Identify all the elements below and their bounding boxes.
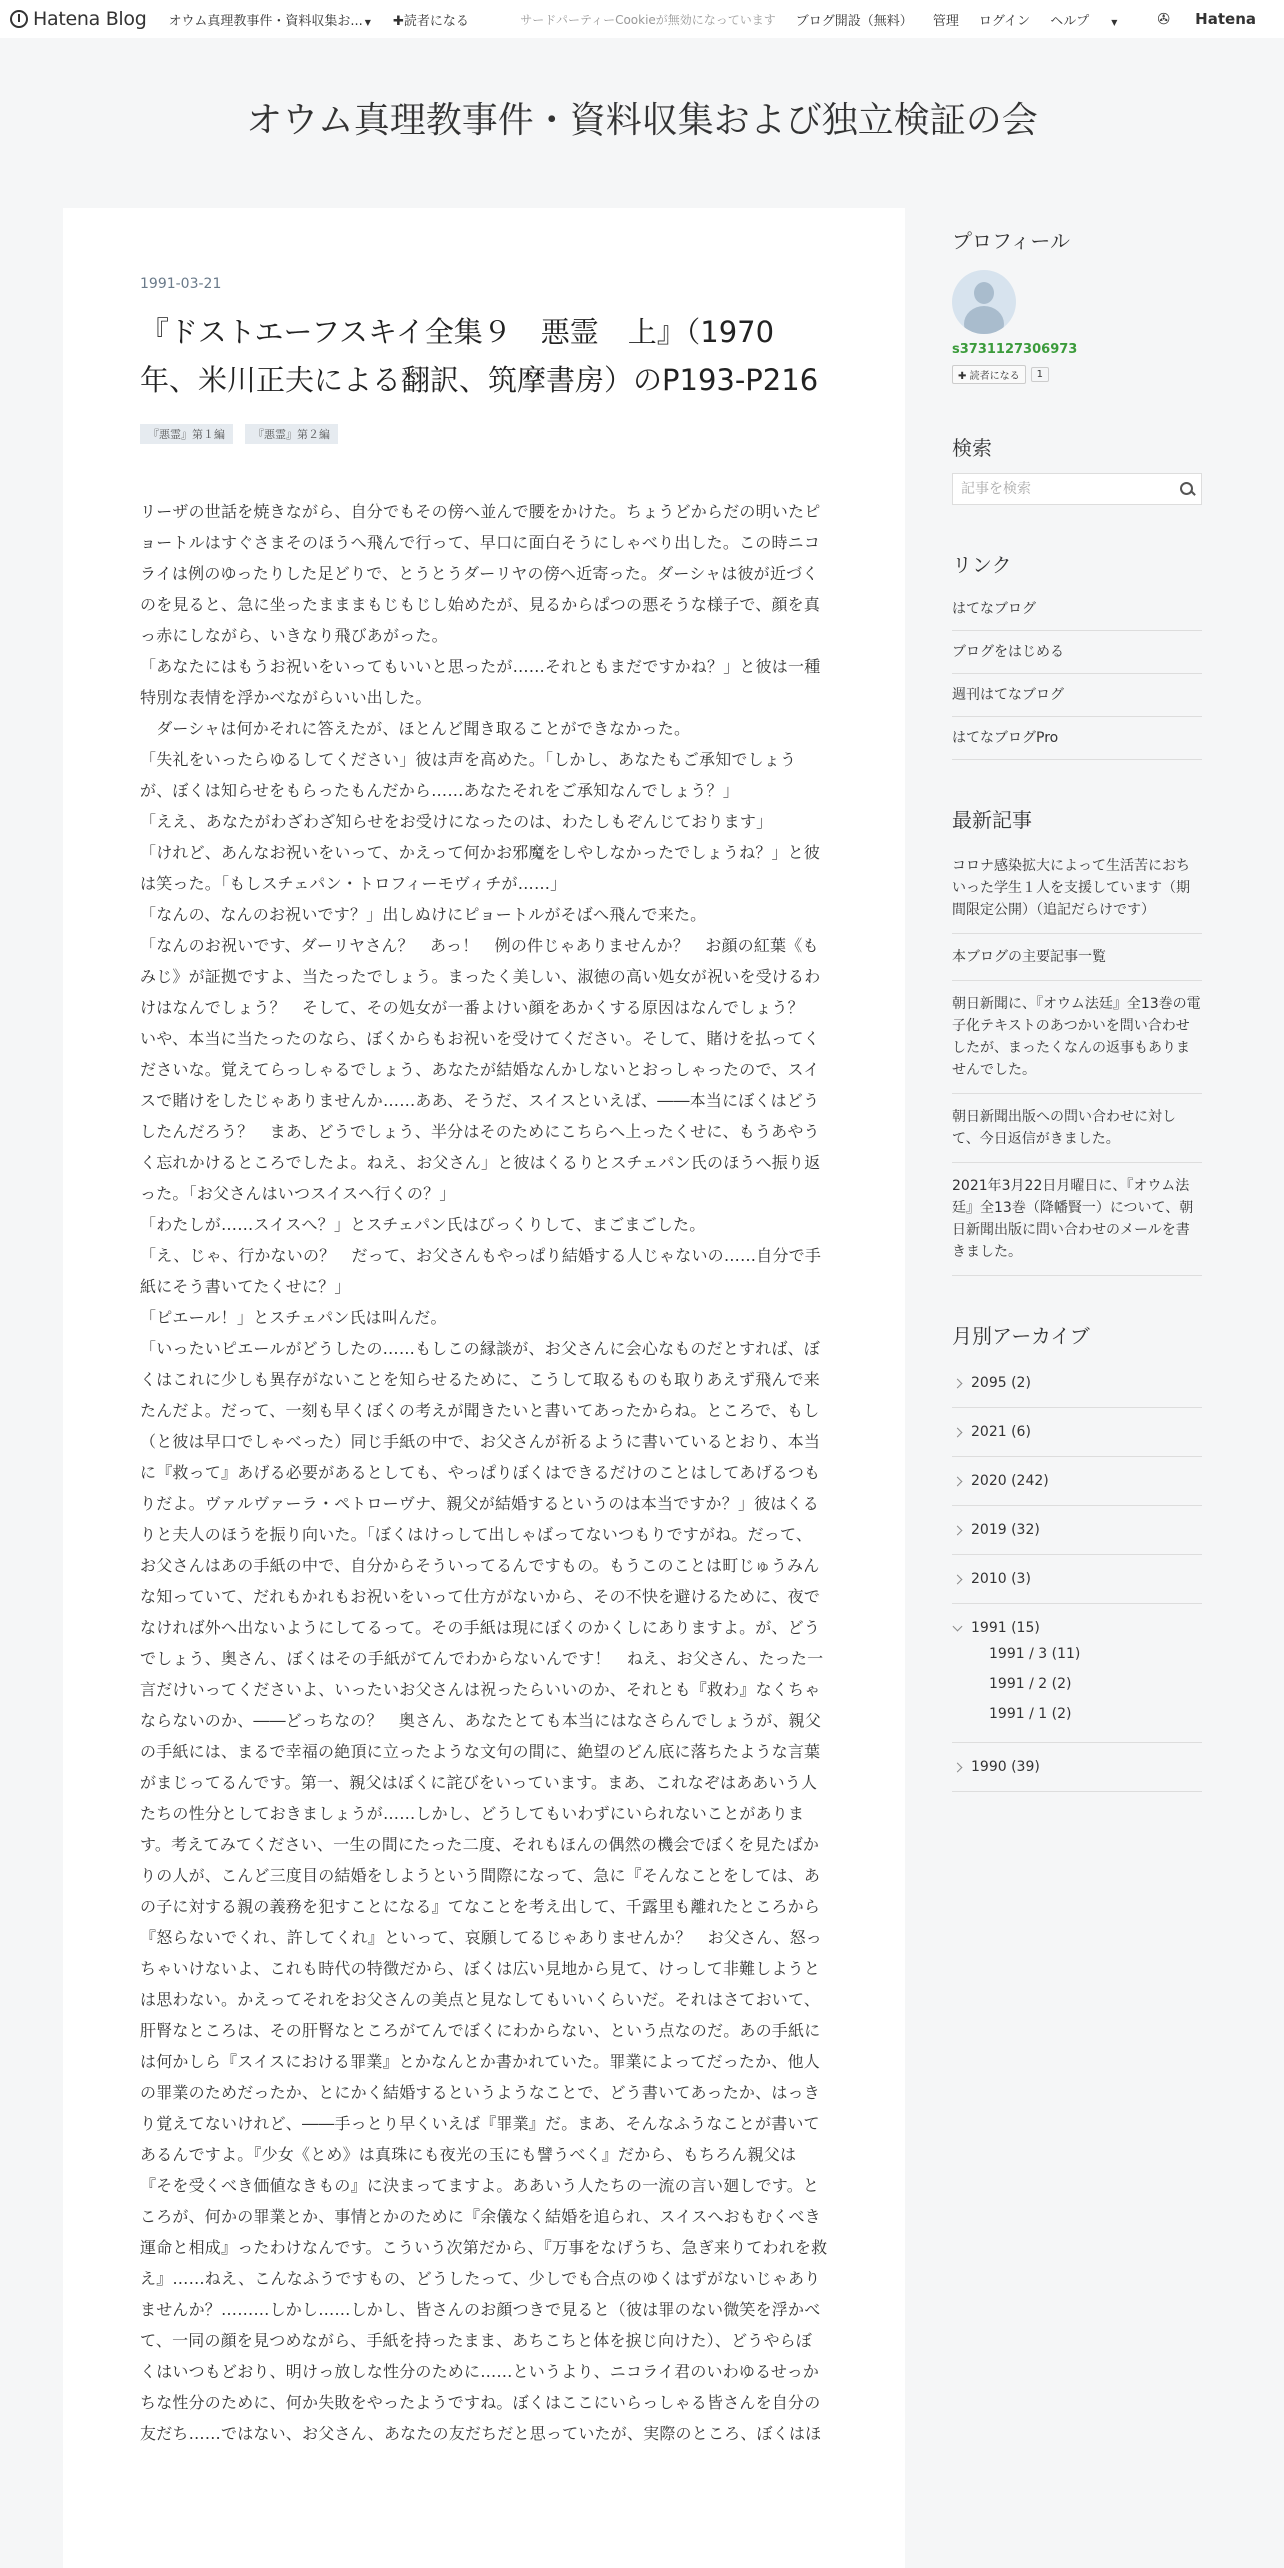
caret-down-icon: ▼ <box>1111 17 1118 27</box>
recent-item[interactable]: 2021年3月22日月曜日に、『オウム法廷』全13巻（降幡賢一）について、朝日新聞出版に問い合わせのメールを書きました。 <box>952 1163 1202 1276</box>
subscribe-label: 読者になる <box>403 13 469 29</box>
caret-down-icon: ▼ <box>364 17 371 27</box>
hatena-link[interactable] <box>1157 10 1276 28</box>
archive-year[interactable] <box>952 1617 1202 1639</box>
paragraph: 「けれど、あんなお祝いをいって、かえって何かお邪魔をしやしなかったでしょうね？」と彼は笑った。「もしスチェパン・トロフィーモヴィチが……」 <box>140 843 821 893</box>
archive-year[interactable] <box>952 1359 1202 1408</box>
login-link[interactable]: ログイン <box>978 13 1031 29</box>
entry-title[interactable]: 『ドストエーフスキイ全集９ 悪霊 上』（1970年、米川正夫による翻訳、筑摩書房）のP193-P216 <box>140 315 819 397</box>
recent-item[interactable]: 朝日新聞に、『オウム法廷』全13巻の電子化テキストのあつかいを問い合わせしたが、まったくなんの返事もありませんでした。 <box>952 981 1202 1094</box>
cookie-notice[interactable]: サードパーティーCookieが無効になっています <box>520 12 776 27</box>
help-label: ヘルプ <box>1050 13 1090 29</box>
help-menu[interactable] <box>1050 10 1137 29</box>
category-tag[interactable]: 『悪霊』第２編 <box>245 424 338 444</box>
profile-module <box>952 225 1202 384</box>
chevron-right-icon <box>953 1427 963 1437</box>
archive-year-label: 1991 (15) <box>971 1620 1040 1636</box>
entry-date[interactable]: 1991-03-21 <box>140 276 222 292</box>
archive-year[interactable] <box>952 1743 1202 1792</box>
recent-list <box>952 843 1202 1276</box>
archive-month[interactable]: 1991 / 2 (2) <box>989 1676 1072 1692</box>
paragraph: ダーシャは何かそれに答えたが、ほとんど聞き取ることができなかった。 <box>140 719 691 738</box>
paragraph: 「なんのお祝いです、ダーリヤさん？ あっ！ 例の件じゃありませんか？ お顔の紅葉《もみじ》が証拠ですよ、当たったでしょう。まったく美しい、淑徳の高い処女が祝いを受けるわけはなんでしょう？ そして、その処女が一番よけい顔をあかくする原因はなんでしょう？ いや、本当に当たったのなら、ぼくからもお祝いを受けてください。そして、賭けを払ってくださいな。覚えてらっしゃるでしょう、あなたが結婚なんかしないとおっしゃったので、スイスで賭けをしたじゃありませんか……ああ、そうだ、スイスといえば、――本当にぼくはどうしたんだろう？ まあ、どうでしょう、半分はそのためにこちらへ上ったくせに、もうあやうく忘れかけるところでしたよ。ねえ、お父さん」と彼はくるりとスチェパン氏のほうへ振り返った。「お父さんはいつスイスへ行くの？」 <box>140 936 821 1203</box>
paragraph: リーザの世話を焼きながら、自分でもその傍へ並んで腰をかけた。ちょうどからだの明いたピョートルはすぐさまそのほうへ飛んで行って、早口に面白そうにしゃべり出した。この時ニコライは例のゆったりした足どりで、とうとうダーリヤの傍へ近寄った。ダーシャは彼が近づくのを見ると、急に坐ったまままもじもじし始めたが、見るからぱつの悪そうな様子で、顔を真っ赤にしながら、いきなり飛びあがった。 <box>140 502 821 645</box>
chevron-right-icon <box>953 1476 963 1486</box>
archive-title: 月別アーカイブ <box>952 1324 1090 1348</box>
chevron-right-icon <box>953 1574 963 1584</box>
paragraph: 「あなたにはもうお祝いをいってもいいと思ったが……それともまだですかね？」と彼は一種特別な表情を浮かべながらいい出した。 <box>140 657 821 707</box>
reader-controls <box>952 365 1202 384</box>
archive-year-label: 2020 (242) <box>971 1473 1049 1489</box>
search-module <box>952 432 1202 505</box>
archive-year-label: 2010 (3) <box>971 1571 1031 1587</box>
archive-year-label: 2021 (6) <box>971 1424 1031 1440</box>
archive-year-expanded <box>952 1604 1202 1743</box>
manage-link[interactable]: 管理 <box>932 13 959 29</box>
paragraph: 「え、じゃ、行かないの？ だって、お父さんもやっぱり結婚する人じゃないの……自分で手紙にそう書いてたくせに？」 <box>140 1246 822 1296</box>
archive-year-label: 1990 (39) <box>971 1759 1040 1775</box>
link-item[interactable]: はてなブログ <box>952 588 1202 631</box>
recent-title: 最新記事 <box>952 808 1032 832</box>
user-id-link[interactable]: s3731127306973 <box>952 342 1078 357</box>
search-box <box>952 473 1202 505</box>
archive-year[interactable] <box>952 1408 1202 1457</box>
paragraph: 「いったいピエールがどうしたの……もしこの縁談が、お父さんに会心なものだとすれば、ぼくはこれに少しも異存がないことを知らせるために、こうして取るものも取りあえず飛んで来たんだよ。だって、一刻も早くぼくの考えが聞きたいと書いてあったからね。ところで、もし（と彼は早口でしゃべった）同じ手紙の中で、お父さんが祈るように書いているとおり、本当に『救って』あげる必要があるとしても、やっぱりぼくはできるだけのことはしてあげるつもりだよ。ヴァルヴァーラ・ペトローヴナ、親父が結婚するというのは本当ですか？」彼はくるりと夫人のほうを振り向いた。「ぼくはけっして出しゃばってないつもりですがね。だって、お父さんはあの手紙の中で、自分からそういってるんですもの。もうこのことは町じゅうみんな知っていて、だれもかれもお祝いをいって仕方がないから、その不快を避けるために、夜でなければ外へ出ないようにしてるって。その手紙は現にぼくのかくしにありますよ。が、どうでしょう、奥さん、ぼくはその手紙がてんでわからないんです！ ねえ、お父さん、たった一言だけいってくださいよ、いったいお父さんは祝ったらいいのか、それとも『救わ』なくちゃならないのか、――どっちなの？ 奥さん、あなたとても本当にはなさらんでしょうが、親父の手紙には、まるで幸福の絶頂に立ったような文句の間に、絶望のどん底に落ちたような言葉がまじってるんです。第一、親父はぼくに詫びをいっています。まあ、これなぞはああいう人たちの性分としておきましょうが……しかし、どうしてもいわずにいられないことがあります。考えてみてください、一生の間にたった二度、それもほんの偶然の機会でぼくを見たばかりの人が、こんど三度目の結婚をしようという間際になって、急に『そんなことをしては、あの子に対する親の義務を犯すことになる』てなことを考え出して、千露里も離れたところから『怒らないでくれ、許してくれ』といって、哀願してるじゃありませんか？ お父さん、怒っちゃいけないよ、これも時代の特徴だから、ぼくは広い見地から見て、けっして非難しようとは思わない。かえってそれをお父さんの美点と見なしてもいいくらいだ。それはさておいて、肝腎なところは、その肝腎なところがてんでぼくにわからない、という点なのだ。あの手紙には何かしら『スイスにおける罪業』とかなんとか書かれていた。罪業によってだったか、他人の罪業のためだったか、とにかく結婚するというようなことで、どう書いてあったか、はっきり覚えてないけれど、――手っとり早くいえば『罪業』だ。まあ、そんなふうなことが書いてあるんですよ。『少女《とめ》は真珠にも夜光の玉にも譬うべく』だから、もちろん親父は『そを受くべき価値なきもの』に決まってますよ。ああいう人たちの一流の言い廻しです。ところが、何かの罪業とか、事情とかのために『余儀なく結婚を追られ、スイスへおもむくべき運命と相成』ったわけなんです。こういう次第だから、『万事をなげうち、急ぎ来りてわれを救え』……ねえ、こんなふうですもの、どうしたって、少しでも合点のゆくはずがないじゃありませんか？………しかし……しかし、皆さんのお顔つきで見ると（彼は罪のない微笑を浮かべて、一同の顔を見つめながら、手紙を持ったまま、あちこちと体を捩じ向けた）、どうやらぼくはいつもどおり、明けっ放しな性分のために……というより、ニコライ君のいわゆるせっかちな性分のために、何か失敗をやったようですね。ぼくはここにいらっしゃる皆さんを自分の友だち……ではない、お父さん、あなたの友だちだと思っていたが、実際のところ、ぼくはほ <box>140 1339 828 2443</box>
hatena-label: Hatena <box>1195 10 1256 28</box>
archive-month[interactable]: 1991 / 3 (11) <box>989 1646 1081 1662</box>
archive-months <box>952 1639 1202 1729</box>
links-module <box>952 549 1202 760</box>
archive-year-label: 2095 (2) <box>971 1375 1031 1391</box>
chevron-down-icon <box>953 1621 963 1631</box>
category-tag[interactable]: 『悪霊』第１編 <box>140 424 233 444</box>
hatena-logo-icon <box>10 10 28 28</box>
reader-button-label: 読者になる <box>969 371 1020 382</box>
chevron-right-icon <box>953 1378 963 1388</box>
plus-icon: ✚ <box>958 371 967 382</box>
archive-year[interactable] <box>952 1457 1202 1506</box>
chevron-right-icon <box>953 1762 963 1772</box>
chevron-right-icon <box>953 1525 963 1535</box>
archive-module <box>952 1320 1202 1792</box>
subscribe-link[interactable] <box>393 10 469 29</box>
logo-text: Hatena Blog <box>33 8 147 30</box>
recent-item[interactable]: 朝日新聞出版への問い合わせに対して、今日返信がきました。 <box>952 1094 1202 1163</box>
global-header <box>0 0 1284 38</box>
hatena-blog-logo[interactable] <box>10 8 147 30</box>
paragraph: 「ピエール！」とスチェパン氏は叫んだ。 <box>140 1308 447 1327</box>
archive-month[interactable]: 1991 / 1 (2) <box>989 1706 1072 1722</box>
entry-categories <box>140 424 828 444</box>
archive-year-label: 2019 (32) <box>971 1522 1040 1538</box>
archive-year[interactable] <box>952 1506 1202 1555</box>
blog-menu-label: オウム真理教事件・資料収集お... <box>168 13 363 29</box>
header-right <box>520 0 1284 38</box>
link-item[interactable]: はてなブログPro <box>952 717 1202 760</box>
profile-title: プロフィール <box>952 229 1070 253</box>
links-title: リンク <box>952 553 1012 577</box>
hatena-mark-icon: ✇ <box>1157 10 1170 28</box>
paragraph: 「わたしが……スイスへ？」とスチェパン氏はびっくりして、まごまごした。 <box>140 1215 706 1234</box>
links-list <box>952 588 1202 760</box>
link-item[interactable]: ブログをはじめる <box>952 631 1202 674</box>
reader-button[interactable] <box>952 365 1026 384</box>
archive-list <box>952 1359 1202 1792</box>
plus-icon: ✚ <box>392 13 404 29</box>
blog-menu[interactable] <box>169 10 371 29</box>
recent-item[interactable]: 本ブログの主要記事一覧 <box>952 934 1202 981</box>
search-icon[interactable] <box>1171 474 1201 504</box>
paragraph: 「なんの、なんのお祝いです？」出しぬけにピョートルがそばへ飛んで来た。 <box>140 905 707 924</box>
avatar[interactable] <box>952 270 1016 334</box>
paragraph: 「失礼をいったらゆるしてください」彼は声を高めた。「しかし、あなたもご承知でしょうが、ぼくは知らせをもらったもんだから……あなたそれをご承知なんでしょう？」 <box>140 750 797 800</box>
link-item[interactable]: 週刊はてなブログ <box>952 674 1202 717</box>
sidebar <box>952 208 1202 1792</box>
paragraph: 「ええ、あなたがわざわざ知らせをお受けになったのは、わたしもぞんじております」 <box>140 812 773 831</box>
recent-item[interactable]: コロナ感染拡大によって生活苦におちいった学生１人を支援しています（期間限定公開）（追記だらけです） <box>952 843 1202 934</box>
reader-count[interactable]: 1 <box>1031 367 1049 382</box>
open-blog-link[interactable]: ブログ開設（無料） <box>795 13 913 29</box>
blog-title[interactable]: オウム真理教事件・資料収集および独立検証の会 <box>246 100 1038 141</box>
recent-module <box>952 804 1202 1276</box>
archive-year[interactable] <box>952 1555 1202 1604</box>
search-input[interactable] <box>953 481 1171 497</box>
entry-content <box>140 496 828 2449</box>
article <box>63 208 905 2568</box>
search-title: 検索 <box>952 436 992 460</box>
